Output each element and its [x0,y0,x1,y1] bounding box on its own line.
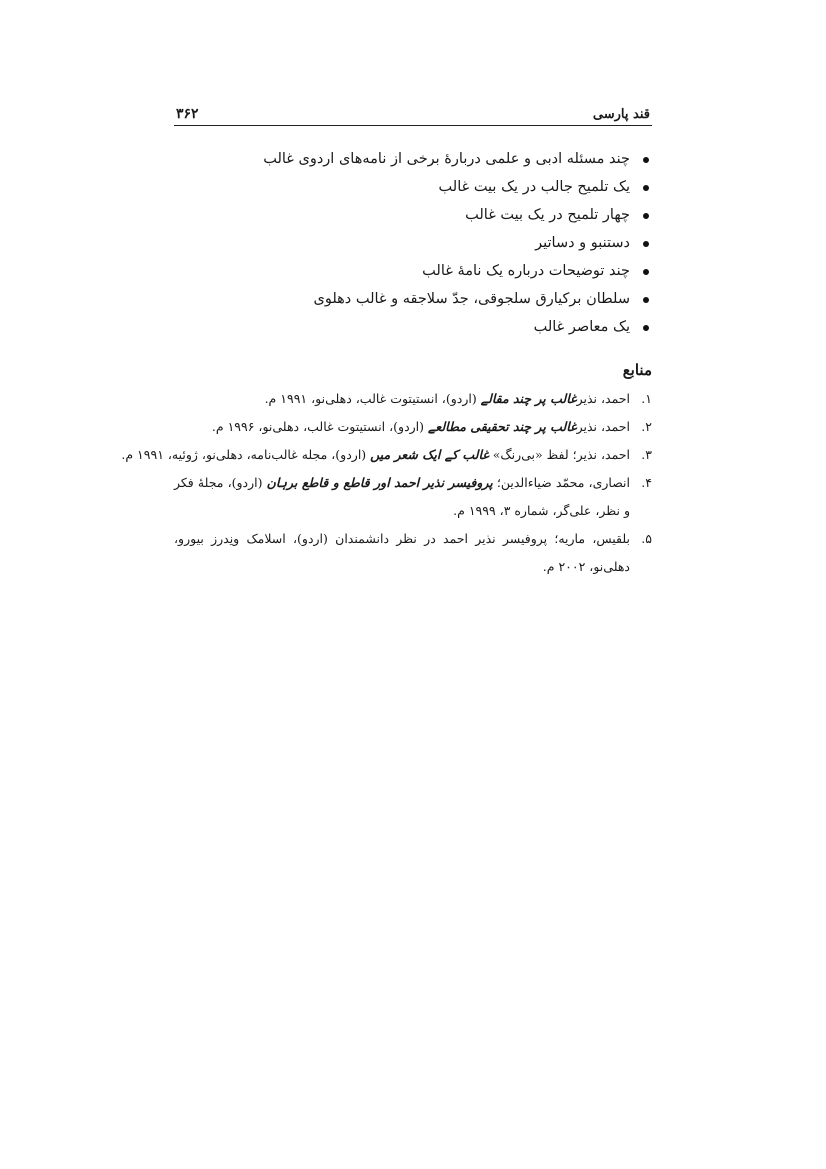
reference-number: ۵. [641,531,652,546]
reference-item [121,441,652,469]
article-list-item: چند مسئله ادبی و علمی دربارهٔ برخی از نامه‌های اردوی غالب [174,145,652,173]
reference-text [174,469,630,525]
journal-title: قند پارسی [592,107,650,122]
article-list-item: یک معاصر غالب [174,313,652,341]
reference-details: (اردو)، انستیتوت غالب، دهلی‌نو، ۱۹۹۶ م. [211,419,428,434]
reference-title: غالب پر چند مقالے [480,391,577,406]
reference-number: ۲. [641,419,652,434]
reference-author: بلقیس، ماریه؛ پروفیسر نذیر احمد در نظر دانشمندان (اردو)، اسلامک ونِدرز بیورو، دهلی‌نو، ۲۰۰۲ م. [174,531,630,574]
reference-author: انصاری، محمّد ضیاء‌الدین؛ [492,475,631,490]
reference-item [174,413,652,441]
reference-item [174,525,652,581]
reference-details: (اردو)، مجله غالب‌نامه، دهلی‌نو، ژوئیه، ۱۹۹۱ م. [121,447,371,462]
page-number: ۳۶۲ [176,106,199,122]
running-header [174,96,652,126]
reference-number: ۳. [641,447,652,462]
reference-number: ۱. [641,391,652,406]
reference-title: پروفیسر نذیر احمد اور قاطع و قاطع برہان [266,475,493,490]
reference-details: (اردو)، مجلهٔ فکر و نظر، علی‌گر، شماره ۳، ۱۹۹۹ م. [174,475,630,518]
reference-author: احمد، نذیر؛ لفظ «بی‌رنگ» [488,447,630,462]
sources-heading: منابع [622,361,652,379]
reference-title: غالب کے ایک شعر میں [370,447,489,462]
reference-text [174,525,630,581]
reference-item [174,385,652,413]
article-list [174,145,652,341]
page [121,96,652,581]
reference-author: احمد، نذیر [576,419,630,434]
article-list-item: یک تلمیح جالب در یک بیت غالب [174,173,652,201]
reference-details: (اردو)، انستیتوت غالب، دهلی‌نو، ۱۹۹۱ م. [264,391,481,406]
reference-text [174,385,630,413]
article-list-item: چند توضیحات درباره یک نامهٔ غالب [174,257,652,285]
article-list-item: چهار تلمیح در یک بیت غالب [174,201,652,229]
article-list-item: سلطان برکیارق سلجوقی، جدّ سلاجقه و غالب دهلوی [174,285,652,313]
reference-text [121,441,630,469]
reference-text [174,413,630,441]
reference-author: احمد، نذیر [576,391,630,406]
article-list-item: دستنبو و دساتیر [174,229,652,257]
reference-number: ۴. [641,475,652,490]
reference-title: غالب پر چند تحقیقی مطالعے [428,419,577,434]
reference-item [174,469,652,525]
reference-list [121,385,652,581]
